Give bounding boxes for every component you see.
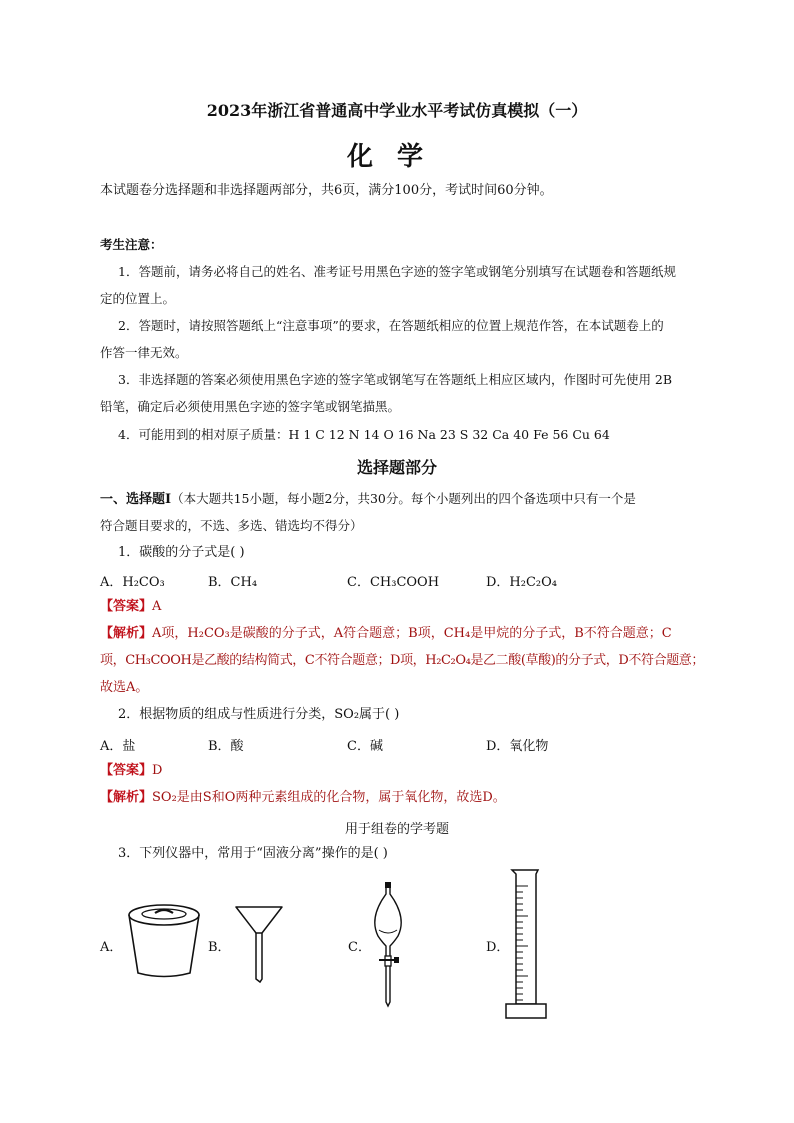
watermark-line: 用于组卷的学考题 (344, 822, 449, 837)
note-2-line-2: 作答一律无效。 (100, 345, 188, 360)
note-4: 4．可能用到的相对原子质量：H 1 C 12 N 14 O 16 Na 23 S 32 Ca 40 Fe 56 Cu 64 (118, 427, 610, 442)
q2-option-c: C．碱 (347, 739, 383, 754)
funnel-icon (234, 905, 284, 983)
note-1-line-2: 定的位置上。 (100, 291, 176, 306)
q2-answer-tag: 【答案】 (100, 763, 153, 778)
part1-desc-line-1 (100, 490, 726, 509)
q2-analysis-a: SO₂是由S和O两种元素组成的化合物，属于氧化物，故选D。 (152, 790, 506, 805)
part1-heading: 一、选择题Ⅰ (100, 492, 172, 507)
q2-option-d: D．氧化物 (486, 739, 549, 754)
exam-title: 2023年浙江省普通高中学业水平考试仿真模拟（一） (206, 101, 588, 120)
exam-intro: 本试题卷分选择题和非选择题两部分，共6页，满分100分，考试时间60分钟。 (100, 183, 553, 198)
q2-analysis (100, 789, 726, 807)
q3-option-c: C． (348, 940, 371, 955)
q3-option-b: B． (208, 940, 231, 955)
q1-answer (100, 598, 726, 616)
q1-analysis-tag: 【解析】 (100, 626, 153, 641)
q3-stem: 3．下列仪器中，常用于“固液分离”操作的是( ) (118, 846, 388, 861)
q1-option-d: D．H₂C₂O₄ (486, 575, 557, 590)
q1-option-c: C．CH₃COOH (347, 575, 440, 590)
q3-option-a: A． (100, 940, 123, 955)
note-1-line-1: 1．答题前，请务必将自己的姓名、准考证号用黑色字迹的签字笔或钢笔分别填写在试题卷和答题纸规 (118, 264, 676, 279)
note-3-line-2: 铅笔，确定后必须使用黑色字迹的签字笔或钢笔描黑。 (100, 399, 401, 414)
note-3-line-1: 3．非选择题的答案必须使用黑色字迹的签字笔或钢笔写在答题纸上相应区域内，作图时可先使用 2B (118, 372, 673, 387)
q1-option-a: A．H₂CO₃ (100, 575, 165, 590)
q2-option-a: A．盐 (100, 739, 136, 754)
q3-option-d: D． (486, 940, 510, 955)
q1-stem: 1．碳酸的分子式是( ) (118, 545, 245, 560)
part1-desc-a: （本大题共15小题，每小题2分，共30分。每个小题列出的四个备选项中只有一个是 (171, 491, 636, 506)
q1-analysis-line-2: 项，CH₃COOH是乙酸的结构简式，C不符合题意；D项，H₂C₂O₄是乙二酸(草酸)的分子式，D不符合题意； (100, 653, 705, 668)
q2-option-b: B．酸 (208, 739, 244, 754)
subject-title: 化学 (346, 142, 447, 172)
separatory-funnel-icon (368, 880, 408, 1008)
section-title: 选择题部分 (356, 458, 437, 477)
note-2-line-1: 2．答题时，请按照答题纸上“注意事项”的要求，在答题纸相应的位置上规范作答，在本试题卷上的 (118, 318, 664, 333)
graduated-cylinder-icon (502, 868, 550, 1028)
q1-option-b: B．CH₄ (208, 575, 258, 590)
notes-heading: 考生注意： (100, 237, 163, 252)
q1-answer-value: A (152, 599, 162, 614)
q2-analysis-tag: 【解析】 (100, 790, 153, 805)
q1-analysis-a: A项，H₂CO₃是碳酸的分子式，A符合题意；B项，CH₄是甲烷的分子式，B不符合题意；C (152, 626, 672, 641)
q2-answer (100, 762, 726, 780)
q1-analysis-line-1 (100, 625, 726, 643)
q1-answer-tag: 【答案】 (100, 599, 153, 614)
q2-answer-value: D (152, 763, 163, 778)
part1-desc-line-2: 符合题目要求的，不选、多选、错选均不得分） (100, 518, 363, 533)
crucible-icon (124, 903, 204, 978)
q1-analysis-line-3: 故选A。 (100, 680, 149, 695)
q2-stem: 2．根据物质的组成与性质进行分类，SO₂属于( ) (118, 707, 400, 722)
